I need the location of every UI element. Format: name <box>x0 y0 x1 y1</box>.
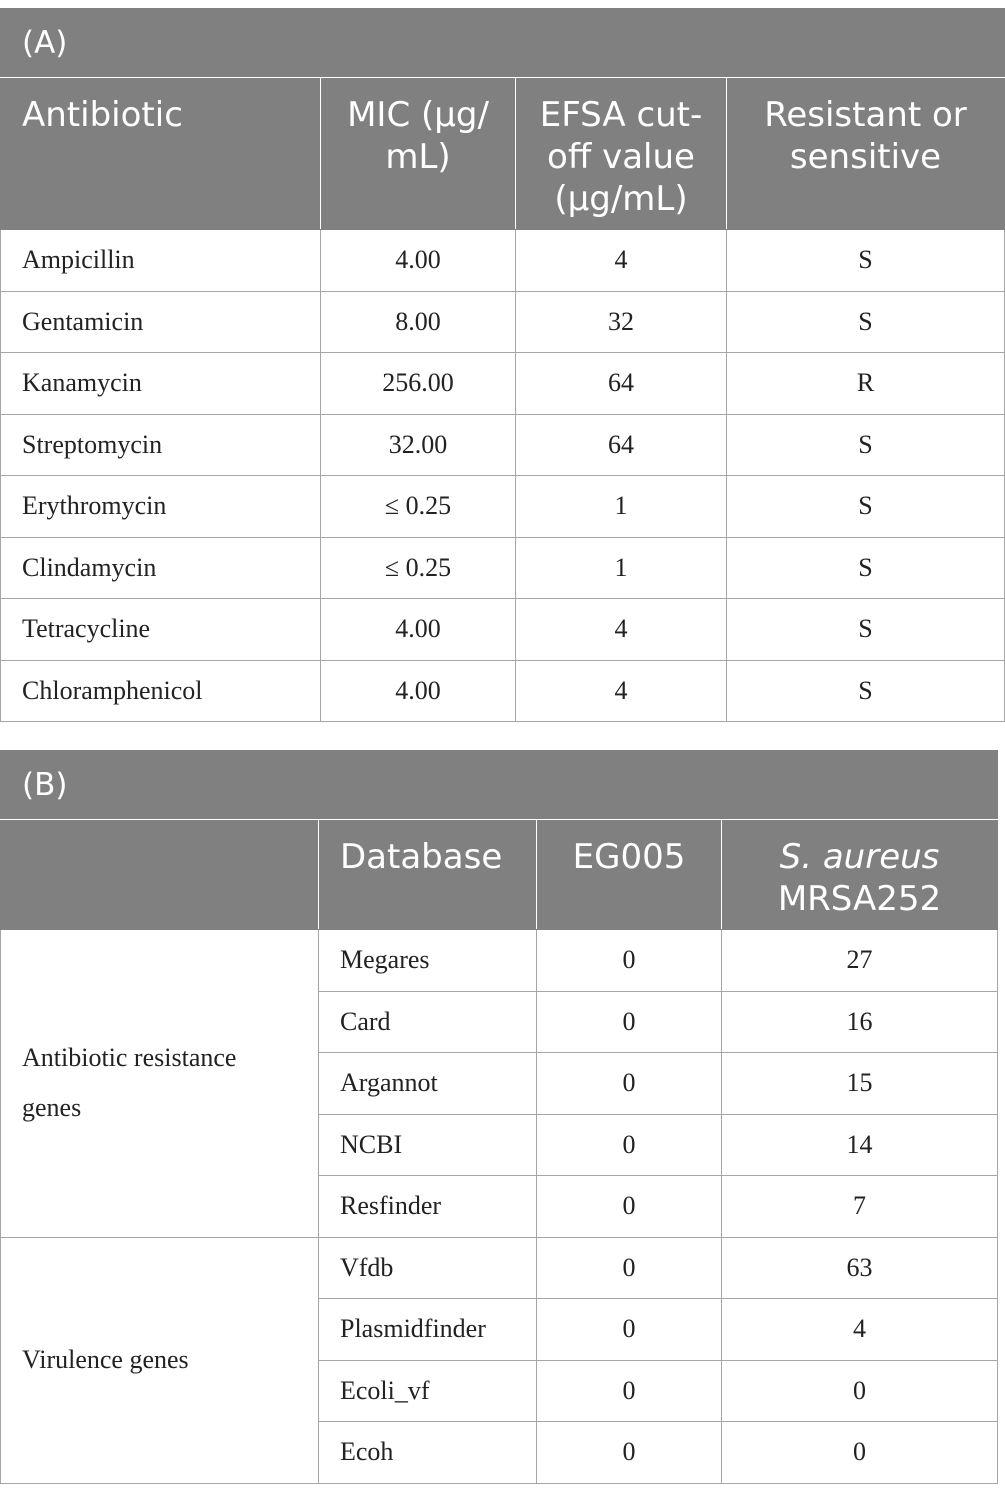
eg005-count: 0 <box>537 1299 722 1361</box>
resistance-status: S <box>727 476 1005 538</box>
database-name: Ecoli_vf <box>319 1360 537 1422</box>
table-row <box>1 599 1005 661</box>
table-row <box>1 660 1005 722</box>
header-mic <box>321 78 516 230</box>
antibiotic-name: Gentamicin <box>1 291 321 353</box>
resistance-status: S <box>727 537 1005 599</box>
header-efsa-cutoff <box>516 78 727 230</box>
header-gene-category <box>1 820 319 930</box>
table-a-caption: (A) <box>1 9 1005 78</box>
cutoff-value: 4 <box>516 660 727 722</box>
eg005-count: 0 <box>537 1114 722 1176</box>
resistance-status: S <box>727 291 1005 353</box>
header-resistant-or-sensitive <box>727 78 1005 230</box>
database-name: Resfinder <box>319 1176 537 1238</box>
header-species-name: S. aureus <box>779 837 940 877</box>
eg005-count: 0 <box>537 930 722 992</box>
header-text: EFSA cut- off value (µg/mL) <box>539 95 703 219</box>
database-name: NCBI <box>319 1114 537 1176</box>
mic-value: 32.00 <box>321 414 516 476</box>
database-name: Vfdb <box>319 1237 537 1299</box>
group-label-antibiotic-resistance: Antibiotic resistance genes <box>1 930 319 1238</box>
table-row <box>1 414 1005 476</box>
mic-value: 8.00 <box>321 291 516 353</box>
mic-value: 4.00 <box>321 599 516 661</box>
mrsa252-count: 27 <box>722 930 998 992</box>
mrsa252-count: 14 <box>722 1114 998 1176</box>
mrsa252-count: 7 <box>722 1176 998 1238</box>
resistance-status: S <box>727 660 1005 722</box>
table-header-row <box>1 820 998 930</box>
table-row <box>1 353 1005 415</box>
cutoff-value: 4 <box>516 230 727 292</box>
antibiotic-name: Clindamycin <box>1 537 321 599</box>
table-header-row <box>1 78 1005 230</box>
table-row <box>1 930 998 992</box>
table-caption-row <box>1 9 1005 78</box>
mrsa252-count: 0 <box>722 1360 998 1422</box>
eg005-count: 0 <box>537 1360 722 1422</box>
cutoff-value: 64 <box>516 353 727 415</box>
table-b-caption: (B) <box>1 751 998 820</box>
cutoff-value: 32 <box>516 291 727 353</box>
mrsa252-count: 16 <box>722 991 998 1053</box>
table-row <box>1 1237 998 1299</box>
antibiotic-name: Tetracycline <box>1 599 321 661</box>
database-name: Ecoh <box>319 1422 537 1484</box>
header-eg005: EG005 <box>537 820 722 930</box>
header-strain-name: MRSA252 <box>777 879 942 919</box>
table-row <box>1 476 1005 538</box>
eg005-count: 0 <box>537 1422 722 1484</box>
database-name: Card <box>319 991 537 1053</box>
mrsa252-count: 4 <box>722 1299 998 1361</box>
header-text: MIC (µg/ mL) <box>347 95 489 177</box>
table-row <box>1 291 1005 353</box>
cutoff-value: 1 <box>516 476 727 538</box>
antibiotic-name: Erythromycin <box>1 476 321 538</box>
eg005-count: 0 <box>537 1053 722 1115</box>
resistance-status: R <box>727 353 1005 415</box>
eg005-count: 0 <box>537 991 722 1053</box>
resistance-status: S <box>727 414 1005 476</box>
antibiotic-name: Streptomycin <box>1 414 321 476</box>
database-name: Megares <box>319 930 537 992</box>
cutoff-value: 1 <box>516 537 727 599</box>
antibiotic-mic-table <box>0 8 1005 722</box>
table-row <box>1 537 1005 599</box>
header-s-aureus-mrsa252 <box>722 820 998 930</box>
database-name: Plasmidfinder <box>319 1299 537 1361</box>
eg005-count: 0 <box>537 1237 722 1299</box>
mic-value: ≤ 0.25 <box>321 537 516 599</box>
cutoff-value: 4 <box>516 599 727 661</box>
antibiotic-name: Ampicillin <box>1 230 321 292</box>
mrsa252-count: 0 <box>722 1422 998 1484</box>
mic-value: 4.00 <box>321 230 516 292</box>
header-database: Database <box>319 820 537 930</box>
mic-value: ≤ 0.25 <box>321 476 516 538</box>
mrsa252-count: 63 <box>722 1237 998 1299</box>
gene-database-table <box>0 750 998 1484</box>
database-name: Argannot <box>319 1053 537 1115</box>
resistance-status: S <box>727 230 1005 292</box>
mrsa252-count: 15 <box>722 1053 998 1115</box>
antibiotic-name: Kanamycin <box>1 353 321 415</box>
eg005-count: 0 <box>537 1176 722 1238</box>
antibiotic-name: Chloramphenicol <box>1 660 321 722</box>
table-caption-row <box>1 751 998 820</box>
header-text: Resistant or sensitive <box>764 95 967 177</box>
mic-value: 256.00 <box>321 353 516 415</box>
header-antibiotic: Antibiotic <box>1 78 321 230</box>
group-label-virulence: Virulence genes <box>1 1237 319 1483</box>
table-row <box>1 230 1005 292</box>
table-a-body <box>1 230 1005 722</box>
cutoff-value: 64 <box>516 414 727 476</box>
mic-value: 4.00 <box>321 660 516 722</box>
resistance-status: S <box>727 599 1005 661</box>
